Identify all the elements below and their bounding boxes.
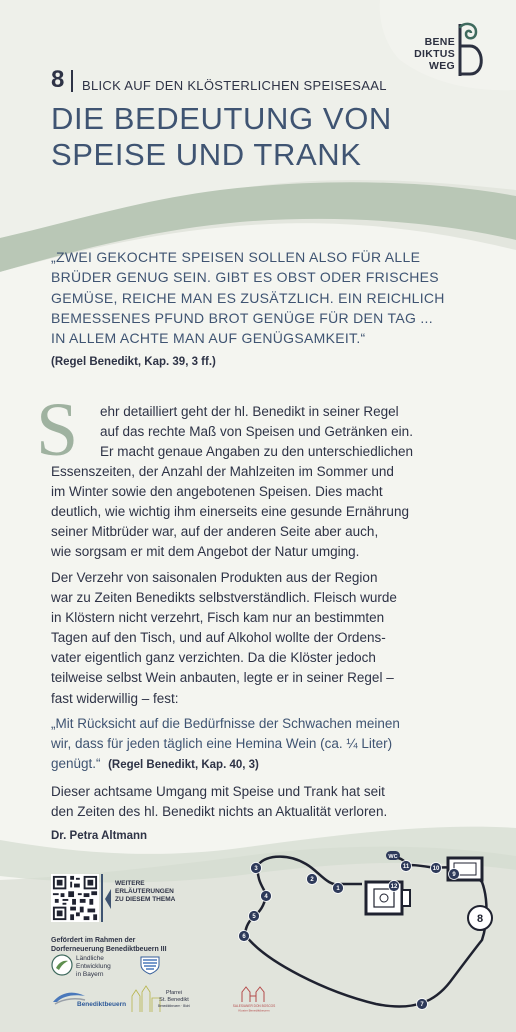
qr-label-line: ZU DIESEM THEMA [115,896,176,903]
text-line: im Winter sowie den angebotenen Speisen. Dies macht [51,484,383,500]
station-marker-label: 7 [420,1002,424,1009]
qr-label-line: ERLÄUTERUNGEN [115,888,174,895]
text-line: Essenszeiten, der Anzahl der Mahlzeiten im Sommer und [51,464,394,479]
station-marker-label: 2 [310,877,314,884]
text-line: Tagen auf den Tisch, und auf Alkohol wollte der Ordens- [51,630,386,646]
agri-line: in Bayern [76,971,104,978]
svg-text:WC: WC [388,854,398,860]
wine-citation [51,714,459,775]
paragraph-3 [51,782,459,822]
sponsor2-line: Pfarrei [165,990,183,996]
benediktusweg-logo [380,14,516,88]
sponsor2-line: Benediktbeuern · Bichl [157,1004,191,1008]
rule-quote [51,247,461,348]
text-line: Er macht genaue Angaben zu den unterschiedlichen [100,444,413,460]
qr-divider [101,874,103,922]
station-marker-label: 5 [252,914,256,921]
station-marker-6 [239,931,250,942]
text-line: Der Verzehr von saisonalen Produkten aus der Region [51,570,378,585]
citation-line: wir, dass für jeden täglich eine Hemina Wein (ca. ¼ Liter) [51,736,393,752]
text-line: den Zeiten des hl. Benedikt nichts an Aktualität verloren. [51,804,388,820]
text-line: war zu Zeiten Benedikts selbstverständlich. Fleisch wurde [51,590,397,606]
text-line: auf das rechte Maß von Speisen und Getränken ein. [100,424,413,440]
station-kicker: BLICK AUF DEN KLÖSTERLICHEN SPEISESAAL [82,78,387,93]
station-marker-2 [307,874,318,885]
paragraph-1-intro [100,402,460,462]
title-line-1: DIE BEDEUTUNG VON [51,101,392,136]
station-marker-label: 9 [452,872,456,879]
citation-line: genügt.“ [51,756,101,772]
page-title [51,101,471,173]
abbey-building [366,882,410,914]
logo-line-3: WEG [429,60,455,72]
arrow-left-icon [104,888,112,910]
qr-label [115,880,195,904]
dropcap: S [36,388,79,472]
svg-text:8: 8 [476,913,484,925]
station-marker-1 [333,883,344,894]
quote-line: BRÜDER GENUG SEIN. GIBT ES OBST ODER FRISCHES [51,269,439,286]
logo-line-2: DIKTUS [414,48,455,60]
paragraph-2 [51,568,459,709]
station-marker-label: 6 [242,934,246,941]
text-line: deutlich, wie wichtig ihm einerseits eine gesunde Ernährung [51,504,409,520]
citation-last-line [51,754,459,775]
wc-badge [386,851,400,860]
text-line: teilweise selbst Wein anbauten, legte er in seiner Regel – [51,670,394,686]
sponsor2-line: St. Benedikt [159,997,189,1003]
station-marker-10 [431,863,442,874]
quote-source: (Regel Benedikt, Kap. 39, 3 ff.) [51,356,216,368]
sponsor3-line: Kloster Benediktbeuern [238,1008,270,1013]
station-marker-label: 10 [432,866,440,873]
logo-line-1: BENE [424,36,455,48]
funding-line: Gefördert im Rahmen der [51,937,136,944]
station-marker-9 [449,869,460,880]
rural-development-logo [51,954,73,976]
text-line: vater eigentlich ganz verzichten. Da die Klöster jedoch [51,650,376,666]
text-line: Dieser achtsame Umgang mit Speise und Trank hat seit [51,784,385,799]
sponsor1-name: Benediktbeuern [77,1001,127,1008]
citation-source: (Regel Benedikt, Kap. 40, 3) [108,759,259,772]
station-marker-label: 1 [336,886,340,893]
sponsor3-line: SALESIANER DON BOSCOS [232,1004,276,1008]
quote-line: „ZWEI GEKOCHTE SPEISEN SOLLEN ALSO FÜR ALLE [51,249,421,265]
benediktbeuern-logo [51,988,131,1010]
quote-line: IN ALLEM ACHTE MAN AUF GENÜGSAMKEIT.“ [51,330,366,347]
station-marker-4 [261,891,272,902]
text-line: in Klöstern nicht verzehrt, Fisch kam nur an bestimmten [51,610,385,626]
station-marker-label: 12 [390,884,398,891]
text-line: wie sorgsam er mit dem Angebot der Natur umging. [51,544,360,560]
text-line: seiner Mitbrüder war, auf der anderen Seite aber auch, [51,524,379,540]
parish-logo [128,984,208,1014]
station-marker-12 [389,881,400,892]
logo-wordmark [405,36,455,72]
author: Dr. Petra Altmann [51,830,148,842]
qr-code[interactable] [51,874,99,922]
station-divider [71,70,73,92]
text-line: fast widerwillig – fest: [51,690,179,706]
quote-line: BEMESSENES PFUND BROT GENÜGE FÜR DEN TAG ... [51,309,433,326]
title-line-2: SPEISE UND TRANK [51,137,362,172]
station-number: 8 [51,66,65,93]
text-line: ehr detailliert geht der hl. Benedikt in seiner Regel [100,404,399,419]
station-marker-7 [417,999,428,1010]
station-marker-label: 3 [254,866,258,873]
route-map [236,842,516,1018]
station-marker-5 [249,911,260,922]
bavarian-coat-of-arms-icon [139,955,161,975]
rural-development-text [76,955,138,979]
agri-line: Ländliche Entwicklung [76,955,111,970]
qr-label-line: WEITERE [115,880,145,887]
citation-line: „Mit Rücksicht auf die Bedürfnisse der Schwachen meinen [51,716,400,731]
logo-b-crozier-icon [454,20,490,78]
funding-note [51,936,191,954]
station-marker-label: 11 [402,864,410,871]
paragraph-1 [51,462,459,562]
current-station-marker [468,906,492,930]
station-marker-label: 4 [264,894,268,901]
quote-line: GEMÜSE, REICHE MAN ES ZUSÄTZLICH. EIN REICHLICH [51,289,445,306]
station-marker-11 [401,861,412,872]
funding-line: Dorferneuerung Benediktbeuern III [51,946,167,953]
station-marker-3 [251,863,262,874]
